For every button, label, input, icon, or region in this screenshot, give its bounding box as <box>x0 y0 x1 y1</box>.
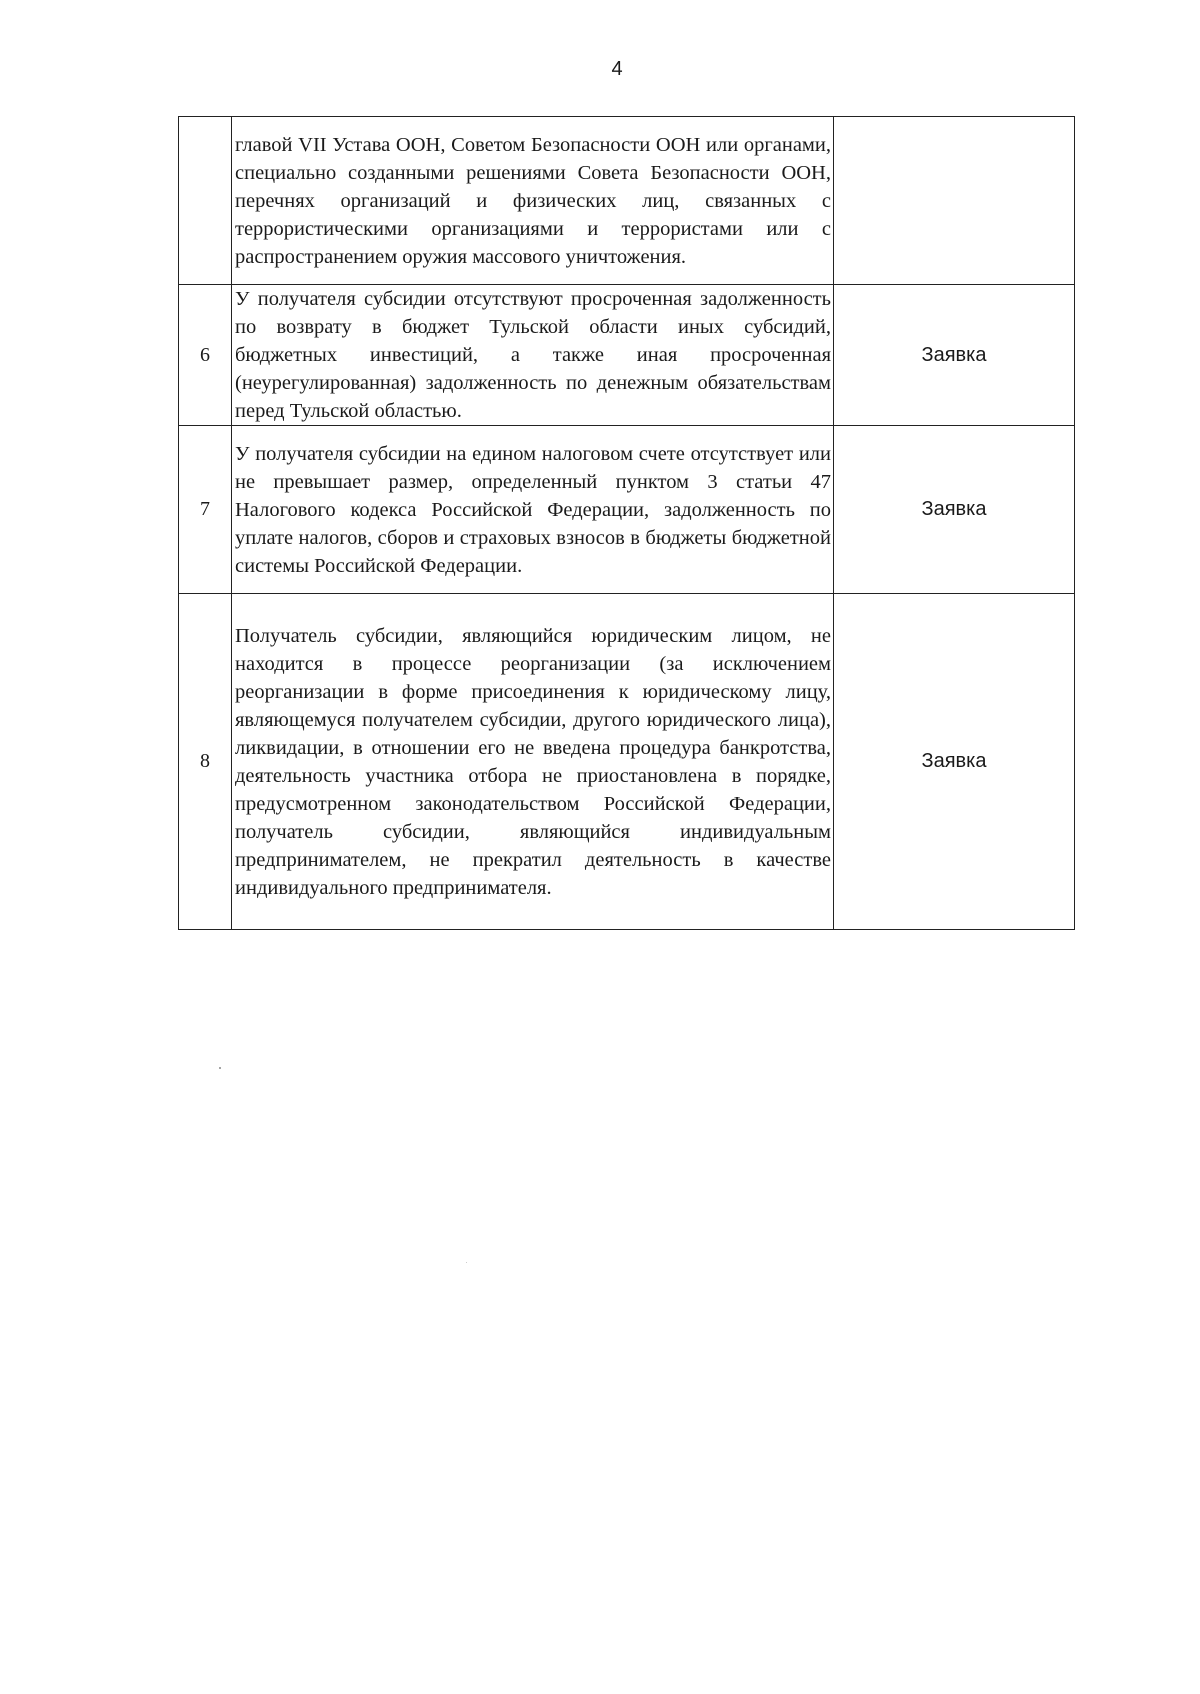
requirements-table <box>178 116 1075 930</box>
requirement-text: главой VII Устава ООН, Советом Безопасности ООН или органами, специально созданными решениями Совета Безопасности ООН, перечнях организаций и физических лиц, связанных с террористическими организациями и террористами или с распространением оружия массового уничтожения. <box>232 117 834 285</box>
page-number: 4 <box>611 58 623 80</box>
table-row <box>179 117 1075 285</box>
document-cell <box>834 117 1075 285</box>
scan-speck <box>219 1067 221 1069</box>
table-row <box>179 285 1075 426</box>
requirement-text: Получатель субсидии, являющийся юридическим лицом, не находится в процессе реорганизации (за исключением реорганизации в форме присоединения к юридическому лицу, являющемуся получателем субсидии, другого юридического лица), ликвидации, в отношении его не введена процедура банкротства, деятельность участника отбора не приостановлена в порядке, предусмотренном законодательством Российской Федерации, получатель субсидии, являющийся индивидуальным предпринимателем, не прекратил деятельность в качестве индивидуального предпринимателя. <box>232 594 834 930</box>
document-cell: Заявка <box>834 426 1075 594</box>
row-number: 7 <box>179 426 232 594</box>
document-cell: Заявка <box>834 285 1075 426</box>
table-row <box>179 594 1075 930</box>
requirement-text: У получателя субсидии отсутствуют просроченная задолженность по возврату в бюджет Тульской области иных субсидий, бюджетных инвестиций, а также иная просроченная (неурегулированная) задолженность по денежным обязательствам перед Тульской областью. <box>232 285 834 426</box>
document-cell: Заявка <box>834 594 1075 930</box>
requirement-text: У получателя субсидии на едином налоговом счете отсутствует или не превышает размер, определенный пунктом 3 статьи 47 Налогового кодекса Российской Федерации, задолженность по уплате налогов, сборов и страховых взносов в бюджеты бюджетной системы Российской Федерации. <box>232 426 834 594</box>
scan-speck <box>466 1262 467 1263</box>
row-number <box>179 117 232 285</box>
row-number: 6 <box>179 285 232 426</box>
table-row <box>179 426 1075 594</box>
row-number: 8 <box>179 594 232 930</box>
